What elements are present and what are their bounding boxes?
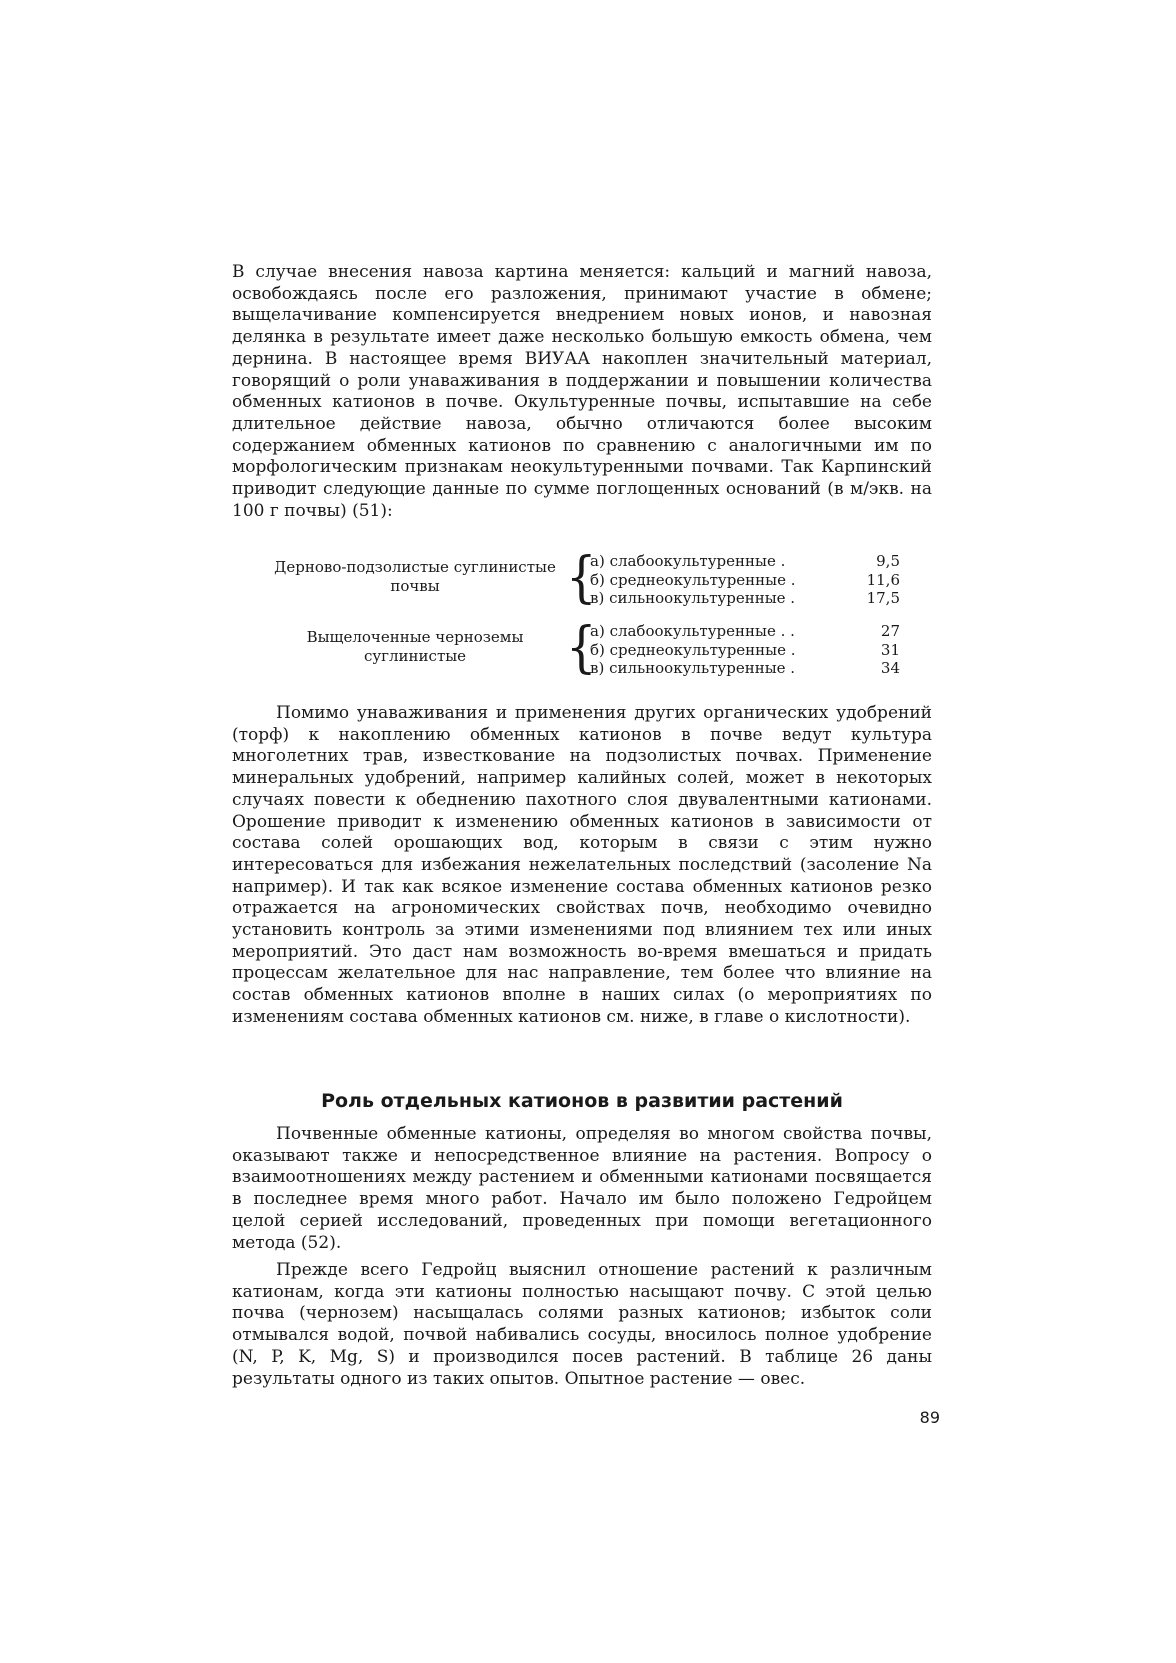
- soil-group-rows: [590, 622, 900, 678]
- table-row: [590, 641, 900, 660]
- row-value: 31: [880, 640, 900, 659]
- row-value: 27: [880, 622, 900, 640]
- row-name: а) слабоокультуренные .: [590, 552, 786, 570]
- section-heading: Роль отдельных катионов в развитии растений: [321, 1090, 843, 1112]
- table-row: [590, 589, 900, 608]
- paragraph-gedroits-experiment: Прежде всего Гедройц выяснил отношение растений к различным катионам, когда эти катионы полностью насыщают почву. С этой целью почва (чернозем) насыщалась солями разных катионов; избыток соли отмывался водой, почвой набивались сосуды, вносилось полное удобрение (N, P, K, Mg, S) и производился посев растений. В таблице 26 даны результаты одного из таких опытов. Опытное растение — овес.: [232, 1260, 932, 1389]
- table-row: [590, 552, 900, 571]
- row-name: а) слабоокультуренные . .: [590, 622, 795, 640]
- paragraph-manure-effect: В случае внесения навоза картина меняется: кальций и магний навоза, освобождаясь после его разложения, принимают участие в обмене; выщелачивание компенсируется внедрением новых ионов, и навозная делянка в результате имеет даже несколько большую емкость обмена, чем дернина. В настоящее время ВИУАА накоплен значительный материал, говорящий о роли унаваживания в поддержании и повышении количества обменных катионов в почве. Окультуренные почвы, испытавшие на себе длительное действие навоза, обычно отличаются более высоким содержанием обменных катионов по сравнению с аналогичными им по морфологическим признакам неокультуренными почвами. Так Карпинский приводит следующие данные по сумме поглощенных оснований (в м/экв. на 100 г почвы) (51):: [232, 262, 932, 521]
- page-number: 89: [919, 1408, 940, 1427]
- row-name: в) сильноокультуренные .: [590, 589, 796, 607]
- row-name: б) среднеокультуренные .: [590, 640, 796, 659]
- soil-group-label: Выщелоченные черноземы суглинистые: [306, 628, 524, 665]
- table-row: [590, 571, 900, 590]
- curly-brace-icon: {: [566, 615, 597, 680]
- row-name: в) сильноокультуренные .: [590, 659, 796, 677]
- curly-brace-icon: {: [566, 545, 597, 610]
- paragraph-other-factors: Помимо унаваживания и применения других органических удобрений (торф) к накоплению обменных катионов в почве ведут культура многолетних трав, известкование на подзолистых почвах. Применение минеральных удобрений, например калийных солей, может в некоторых случаях повести к обеднению пахотного слоя двувалентными катионами. Орошение приводит к изменению обменных катионов в зависимости от состава солей орошающих вод, которым в связи с этим нужно интересоваться для избежания нежелательных последствий (засоление Na например). И так как всякое изменение состава обменных катионов резко отражается на агрономических свойствах почв, необходимо очевидно установить контроль за этими изменениями под влиянием тех или иных мероприятий. Это даст нам возможность во-время вмешаться и придать процессам желательное для нас направление, тем более что влияние на состав обменных катионов вполне в наших силах (о мероприятиях по изменениям состава обменных катионов см. ниже, в главе о кислотности).: [232, 703, 932, 1027]
- table-row: [590, 659, 900, 678]
- row-value: 11,6: [866, 570, 900, 589]
- row-value: 9,5: [876, 552, 900, 570]
- row-value: 34: [880, 659, 900, 677]
- row-value: 17,5: [866, 589, 900, 607]
- soil-group-rows: [590, 552, 900, 608]
- paragraph-cations-influence: Почвенные обменные катионы, определяя во многом свойства почвы, оказывают также и непосредственное влияние на растения. Вопросу о взаимоотношениях между растением и обменными катионами посвящается в последнее время много работ. Начало им было положено Гедройцем целой серией исследований, проведенных при помощи вегетационного метода (52).: [232, 1124, 932, 1253]
- row-name: б) среднеокультуренные .: [590, 570, 796, 589]
- table-row: [590, 622, 900, 641]
- soil-group-label: Дерново-подзолистые суглинистые почвы: [274, 558, 556, 595]
